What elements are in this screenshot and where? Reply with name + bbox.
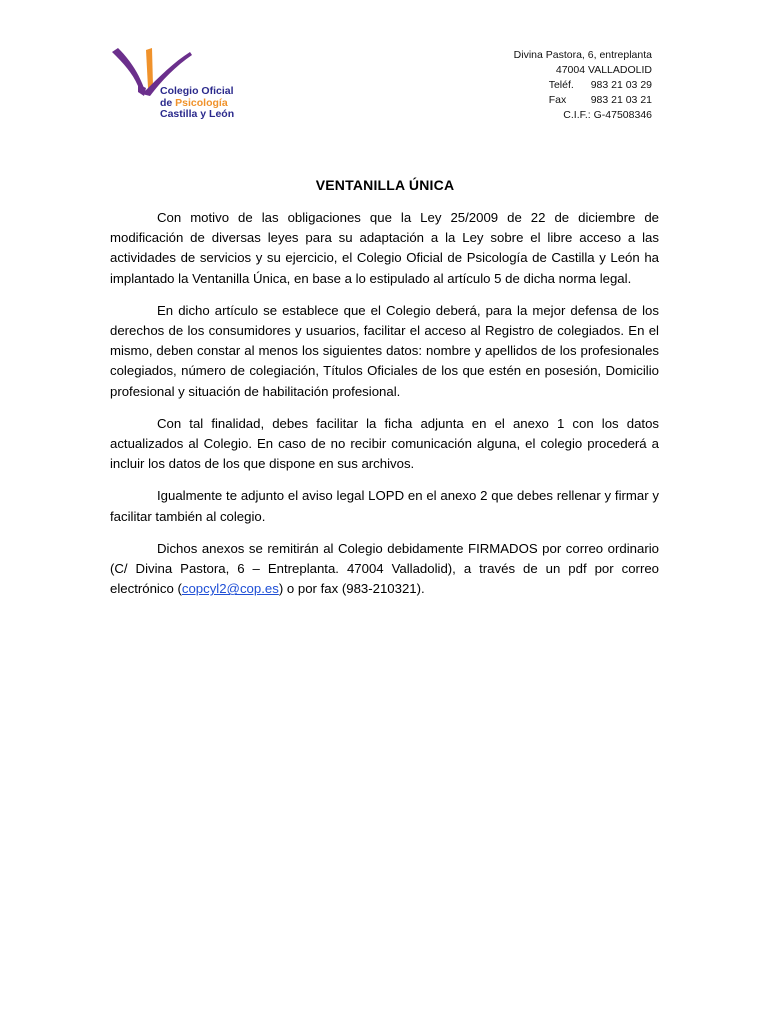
page-title: VENTANILLA ÚNICA (315, 177, 455, 193)
address-block (514, 48, 652, 123)
address-phone-row (514, 78, 652, 93)
paragraph-2: En dicho artículo se establece que el Colegio deberá, para la mejor defensa de los derechos de los consumidores y usuarios, facilitar el acceso al Registro de colegiados. En el mismo, deben constar al menos los siguientes datos: nombre y apellidos de los profesionales colegiados, número de colegiación, Títulos Oficiales de los que estén en posesión, Domicilio profesional y situación de habilitación profesional. (110, 302, 659, 399)
logo-line-1: Colegio Oficial (160, 85, 234, 97)
address-city: 47004 VALLADOLID (555, 64, 652, 76)
letter-body (110, 208, 659, 611)
paragraph-1: Con motivo de las obligaciones que la Ley 25/2009 de 22 de diciembre de modificación de diversas leyes para su adaptación a la Ley sobre el libre acceso a las actividades de servicios y su ejercicio, el Colegio Oficial de Psicología de Castilla y León ha implantado la Ventanilla Única, en base a lo estipulado al artículo 5 de dicha norma legal. (110, 210, 659, 286)
paragraph-5-text: Dichos anexos se remitirán al Colegio debidamente FIRMADOS por correo ordinario (C/ Divina Pastora, 6 – Entreplanta. 47004 Valladolid), a través de un pdf por correo electrónico ( (110, 540, 659, 597)
logo-de: de (160, 96, 176, 109)
fax-label: Fax (548, 94, 567, 106)
address-street: Divina Pastora, 6, entreplanta (513, 49, 652, 61)
logo-purple-stroke-left (112, 48, 144, 88)
logo-orange-stroke (146, 48, 153, 88)
logo-psicologia: Psicología (175, 96, 228, 109)
phone-label: Teléf. (548, 79, 574, 91)
paragraph-3: Con tal finalidad, debes facilitar la ficha adjunta en el anexo 1 con los datos actualizados al Colegio. En caso de no recibir comunicación alguna, el colegio procederá a incluir los datos de los que dispone en sus archivos. (110, 415, 659, 472)
email-link[interactable]: copcyl2@cop.es (181, 581, 279, 597)
paragraph-5-tail: ) o por fax (983-210321). (278, 581, 425, 597)
fax-number: 983 21 03 21 (590, 94, 652, 106)
college-logo (108, 42, 248, 128)
address-fax-row (514, 93, 652, 108)
address-cif: C.I.F.: G-47508346 (563, 109, 652, 121)
paragraph-5 (110, 539, 659, 600)
paragraph-4: Igualmente te adjunto el aviso legal LOPD en el anexo 2 que debes rellenar y firmar y facilitar también al colegio. (110, 488, 659, 524)
logo-line-3: Castilla y León (160, 108, 235, 120)
phone-number: 983 21 03 29 (590, 79, 652, 91)
logo-text (160, 86, 234, 121)
